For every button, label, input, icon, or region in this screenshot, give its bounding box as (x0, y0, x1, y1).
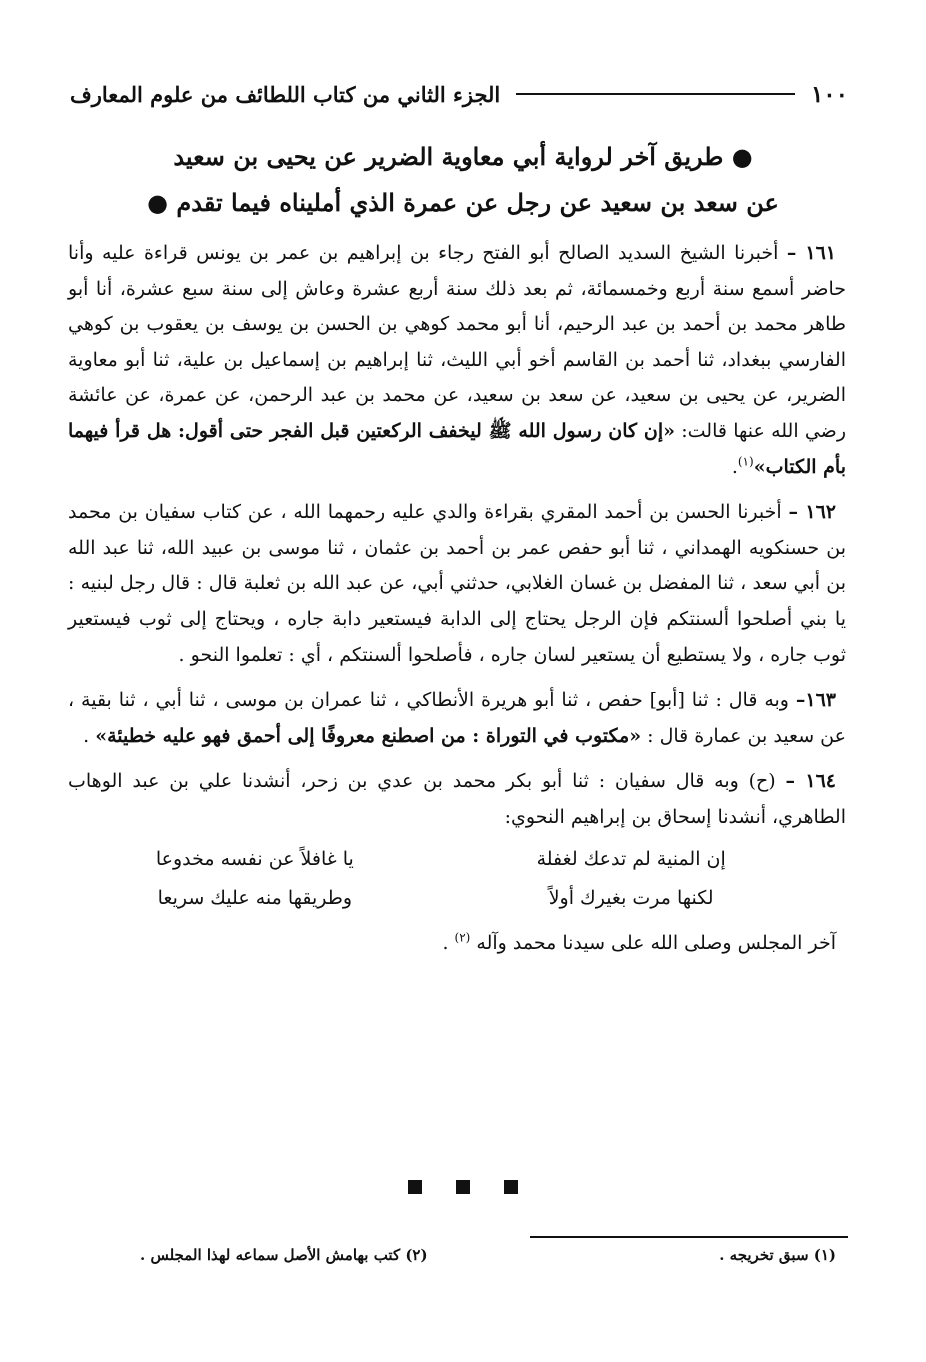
section-heading-line-2: عن سعد بن سعيد عن رجل عن عمرة الذي أمليناه فيما تقدم ● (147, 188, 779, 217)
verse-hemistich-second: يا غافلاً عن نفسه مخدوعا (155, 847, 354, 870)
verse-line (88, 879, 798, 918)
paragraph-number: ١٦٤ – (785, 770, 836, 793)
quote-text: «مكتوب في التوراة : من اصطنع معروفًا إلى أحمق فهو عليه خطيئة» (95, 724, 642, 747)
verse-hemistich-first: لكنها مرت بغيرك أولاً (548, 886, 714, 909)
paragraph-162 (68, 495, 846, 673)
poem (88, 840, 798, 918)
footnote-2: (٢) كتب بهامش الأصل سماعه لهذا المجلس . (140, 1246, 428, 1264)
header-rule (516, 93, 795, 95)
footnote-ref-2[interactable]: (٢) (454, 930, 471, 945)
paragraph-164 (68, 764, 846, 835)
paragraph-end: . (731, 455, 738, 478)
page-header (70, 74, 848, 114)
page-number: ١٠٠ (810, 80, 848, 108)
isnad-text: وبه قال : ثنا [أبو] حفص ، ثنا أبو هريرة الأنطاكي ، ثنا عمران بن موسى ، ثنا أبي ، ثنا بقية ، عن سعيد بن عمارة قال : (68, 689, 846, 747)
paragraph-end: . (83, 724, 96, 747)
verse-hemistich-first: إن المنية لم تدعك لغفلة (536, 847, 726, 870)
separator-square (504, 1180, 518, 1194)
paragraph-163 (68, 683, 846, 754)
paragraph-number: ١٦٣– (795, 689, 837, 712)
isnad-text: أخبرنا الشيخ السديد الصالح أبو الفتح رجاء بن إبراهيم بن عمر بن يونس قراءة عليه وأنا حاضر أسمع سنة أربع وخمسمائة، ثم بعد ذلك سنة أربع عشرة وعاش إلى سنة سبع عشرة، أنا أبو طاهر محمد بن أحمد بن عبد الرحيم، أنا أبو محمد كوهي بن الحسن بن يوسف بن يعقوب بن كوهي الفارسي ببغداد، ثنا أحمد بن القاسم أخو أبي الليث، ثنا إبراهيم بن إسماعيل بن علية، ثنا أبو معاوية الضرير، عن يحيى بن سعيد، عن سعد بن سعيد، عن محمد بن عبد الرحمن، عن عمرة، عن عائشة رضي الله عنها قالت: (68, 242, 846, 442)
footnote-ref-1[interactable]: (١) (737, 454, 754, 469)
body-text (68, 236, 846, 961)
separator-square (456, 1180, 470, 1194)
footnote-1: (١) سبق تخريجه . (719, 1246, 836, 1264)
running-title: الجزء الثاني من كتاب اللطائف من علوم المعارف (70, 81, 501, 107)
isnad-text: (ح) وبه قال سفيان : ثنا أبو بكر محمد بن عدي بن زحر، أنشدنا علي بن عبد الوهاب الطاهري، أنشدنا إسحاق بن إبراهيم النحوي: (68, 770, 846, 828)
footnote-rule (530, 1236, 848, 1238)
narration-text: أخبرنا الحسن بن أحمد المقري بقراءة والدي عليه رحمهما الله ، عن كتاب سفيان بن محمد بن حسنكويه الهمداني ، ثنا أبو حفص عمر بن أحمد بن عثمان ، ثنا موسى بن عبيد الله، ثنا عبد الله بن أبي سعد ، ثنا المفضل بن غسان الغلابي، حدثني أبي، عن عبد الله بن ثعلبة قال : قال رجل لبنيه : يا بني أصلحوا ألسنتكم فإن الرجل يحتاج إلى الدابة فيستعير دابة جاره ، ويحتاج إلى ثوب فيستعير ثوب جاره ، ولا يستطيع أن يستعير لسان جاره ، فأصلحوا ألسنتكم ، أي : تعلموا النحو . (68, 501, 846, 666)
footnotes (140, 1246, 836, 1264)
section-heading-line-1: ● طريق آخر لرواية أبي معاوية الضرير عن يحيى بن سعيد (173, 142, 753, 171)
closing-text: آخر المجلس وصلى الله على سيدنا محمد وآله (476, 931, 836, 954)
closing-end: . (442, 931, 455, 954)
hadith-text: «إن كان رسول الله ﷺ ليخفف الركعتين قبل الفجر حتى أقول: هل قرأ فيهما بأم الكتاب» (68, 419, 846, 478)
verse-hemistich-second: وطريقها منه عليك سريعا (157, 886, 353, 909)
paragraph-number: ١٦٢ – (788, 501, 836, 524)
paragraph-161 (68, 236, 846, 485)
closing-line (68, 926, 846, 962)
separator-square (408, 1180, 422, 1194)
verse-line (88, 840, 798, 879)
paragraph-number: ١٦١ – (786, 242, 836, 264)
section-separator (0, 1180, 926, 1194)
